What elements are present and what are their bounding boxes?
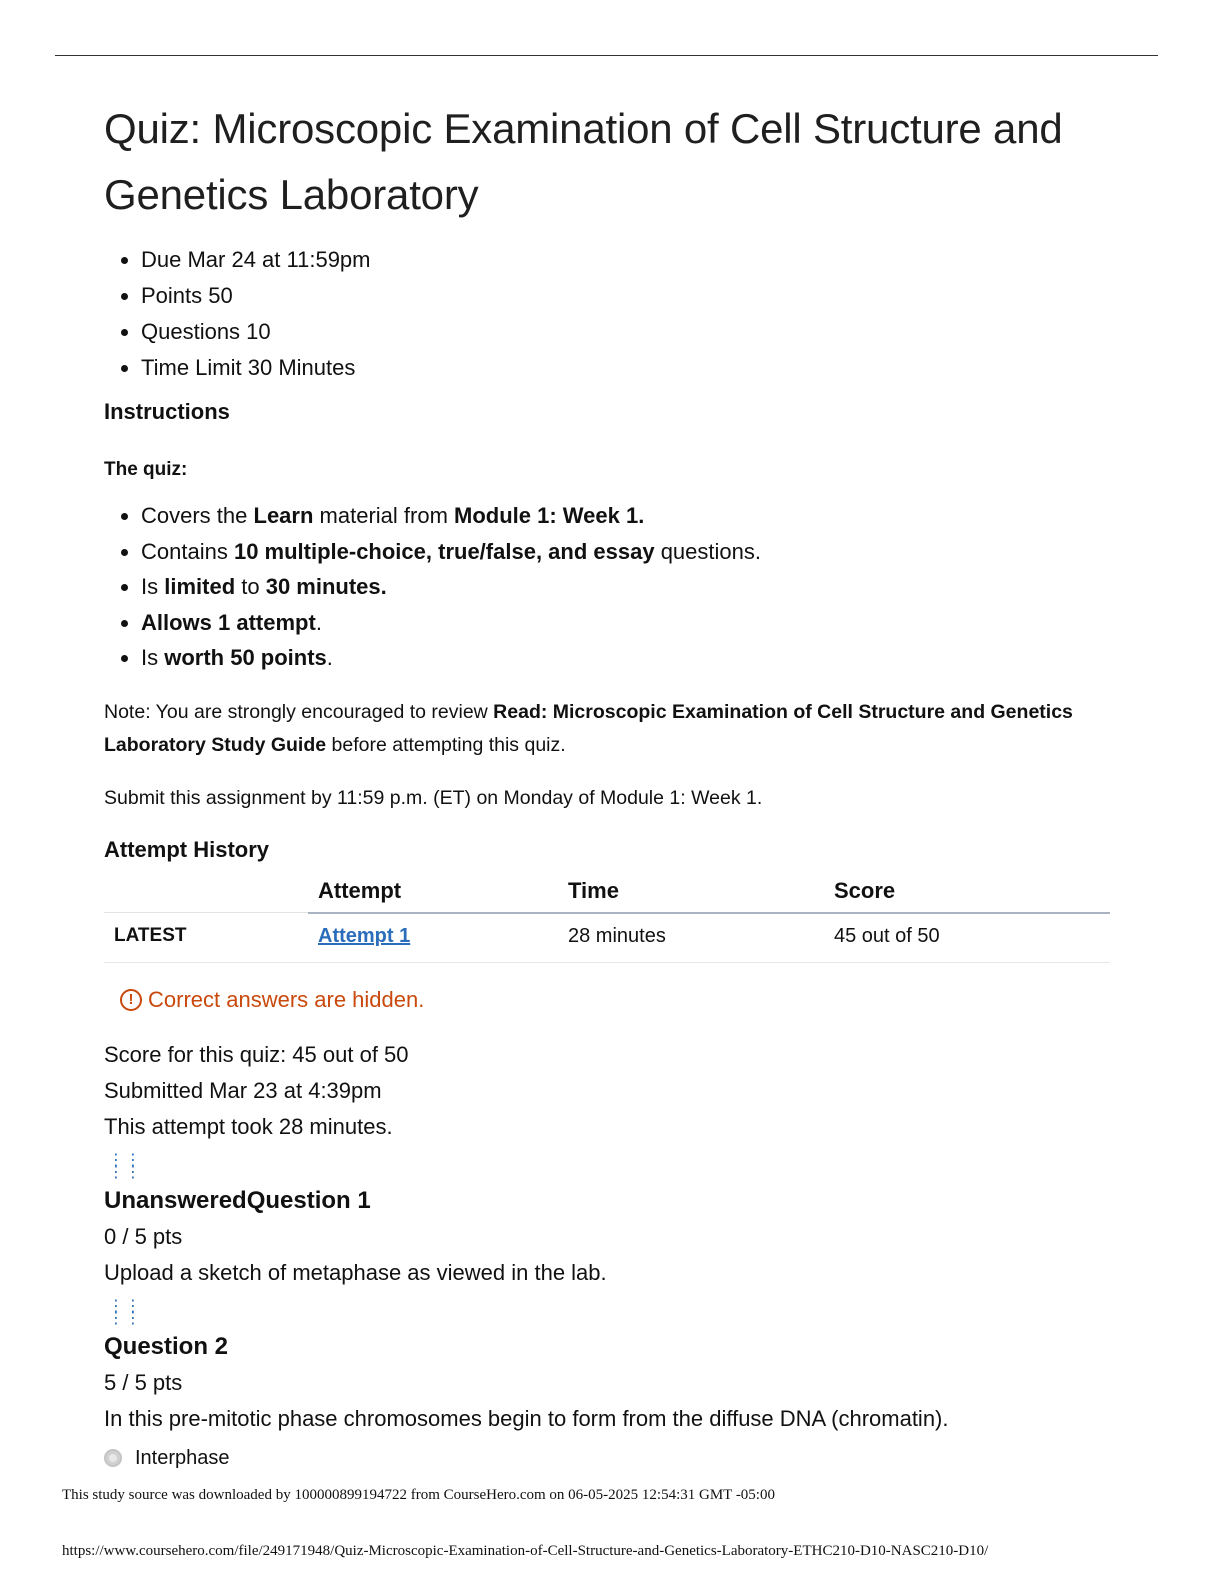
question-text: Upload a sketch of metaphase as viewed in the lab. (104, 1259, 607, 1285)
drag-handle-icon[interactable]: ⋮⋮ ⋮⋮ (108, 1151, 142, 1181)
question-title: UnansweredQuestion 1 (104, 1186, 371, 1214)
meta-due: • Due Mar 24 at 11:59pm (141, 242, 1114, 278)
meta-questions: • Questions 10 (141, 314, 1114, 350)
attempt-history-table (104, 874, 1110, 963)
rule-text: Covers the (141, 503, 254, 528)
rule-bold: 10 multiple-choice, true/false, and essay (233, 538, 655, 564)
column-header-blank (104, 874, 308, 913)
quiz-rules-list (104, 498, 1114, 676)
rule-contains (141, 534, 1114, 570)
note-text: Note: You are strongly encouraged to review (104, 700, 494, 723)
quiz-meta-list (104, 242, 1114, 386)
question-text: In this pre-mitotic phase chromosomes begin to form from the diffuse DNA (chromatin). (104, 1405, 949, 1431)
rule-text: to (235, 574, 266, 599)
attempt-cell (308, 913, 558, 963)
rule-bold: Learn (253, 503, 314, 528)
top-divider (55, 55, 1158, 56)
quiz-label: The quiz: (104, 459, 188, 480)
question-1 (104, 1183, 1114, 1291)
question-title: Question 2 (104, 1332, 229, 1360)
rule-text: Is (141, 645, 165, 670)
quiz-summary (104, 1037, 1114, 1145)
correct-answers-hidden-notice (120, 985, 1114, 1015)
question-points: 5 / 5 pts (104, 1369, 183, 1395)
note-text: before attempting this quiz. (326, 733, 566, 756)
submitted-at: Submitted Mar 23 at 4:39pm (104, 1077, 382, 1103)
download-notice: This study source was downloaded by 100000899194722 from CourseHero.com on 06-05-2025 12:54:31 GMT -05:00 (62, 1487, 775, 1503)
rule-limited (141, 569, 1114, 605)
table-header-row (104, 874, 1110, 913)
page-title: Quiz: Microscopic Examination of Cell Structure and Genetics Laboratory (104, 105, 1063, 218)
rule-worth (141, 640, 1114, 676)
rule-allows (141, 605, 1114, 641)
rule-bold: limited (164, 574, 236, 599)
column-header-score: Score (824, 874, 1110, 913)
rule-bold: worth 50 points (164, 645, 327, 670)
column-header-attempt: Attempt (308, 874, 558, 913)
radio-icon[interactable] (104, 1449, 122, 1467)
rule-text: . (326, 645, 333, 670)
note-bold: Read: Microscopic Examination of Cell Structure and Genetics Laboratory Study Guide (104, 700, 1073, 756)
attempt-history-heading: Attempt History (104, 836, 270, 862)
source-url: https://www.coursehero.com/file/249171948/Quiz-Microscopic-Examination-of-Cell-Structure-and-Genetics-Laboratory-ETHC210-D10-NASC210-D10/ (62, 1543, 989, 1559)
score-cell: 45 out of 50 (824, 913, 1110, 963)
question-points: 0 / 5 pts (104, 1223, 183, 1249)
column-header-time: Time (558, 874, 824, 913)
rule-text: material from (313, 503, 455, 528)
warning-icon: ! (120, 989, 142, 1011)
submit-deadline: Submit this assignment by 11:59 p.m. (ET) on Monday of Module 1: Week 1. (104, 786, 763, 809)
attempt-1-link[interactable]: Attempt 1 (318, 925, 411, 947)
rule-text: Is (141, 574, 165, 599)
study-guide-note (104, 696, 1114, 762)
rule-text: Contains (141, 538, 234, 564)
rule-bold: Module 1: Week 1. (454, 503, 645, 528)
table-row (104, 913, 1110, 963)
rule-text: questions. (654, 538, 761, 564)
quiz-page (104, 96, 1114, 1473)
rule-covers (141, 498, 1114, 534)
attempt-duration: This attempt took 28 minutes. (104, 1113, 393, 1139)
rule-bold: 30 minutes. (265, 574, 387, 599)
answer-label: Interphase (135, 1446, 230, 1469)
latest-label: LATEST (104, 913, 308, 963)
meta-time-limit: • Time Limit 30 Minutes (141, 350, 1114, 386)
quiz-score: Score for this quiz: 45 out of 50 (104, 1041, 409, 1067)
notice-text: Correct answers are hidden. (148, 986, 425, 1012)
drag-handle-icon[interactable]: ⋮⋮ ⋮⋮ (108, 1297, 142, 1327)
time-cell: 28 minutes (558, 913, 824, 963)
instructions-heading: Instructions (104, 399, 230, 424)
rule-text: . (315, 609, 322, 635)
rule-bold: Allows 1 attempt (141, 609, 316, 635)
question-2 (104, 1329, 1114, 1473)
answer-option-interphase[interactable] (104, 1443, 1114, 1473)
meta-points: • Points 50 (141, 278, 1114, 314)
